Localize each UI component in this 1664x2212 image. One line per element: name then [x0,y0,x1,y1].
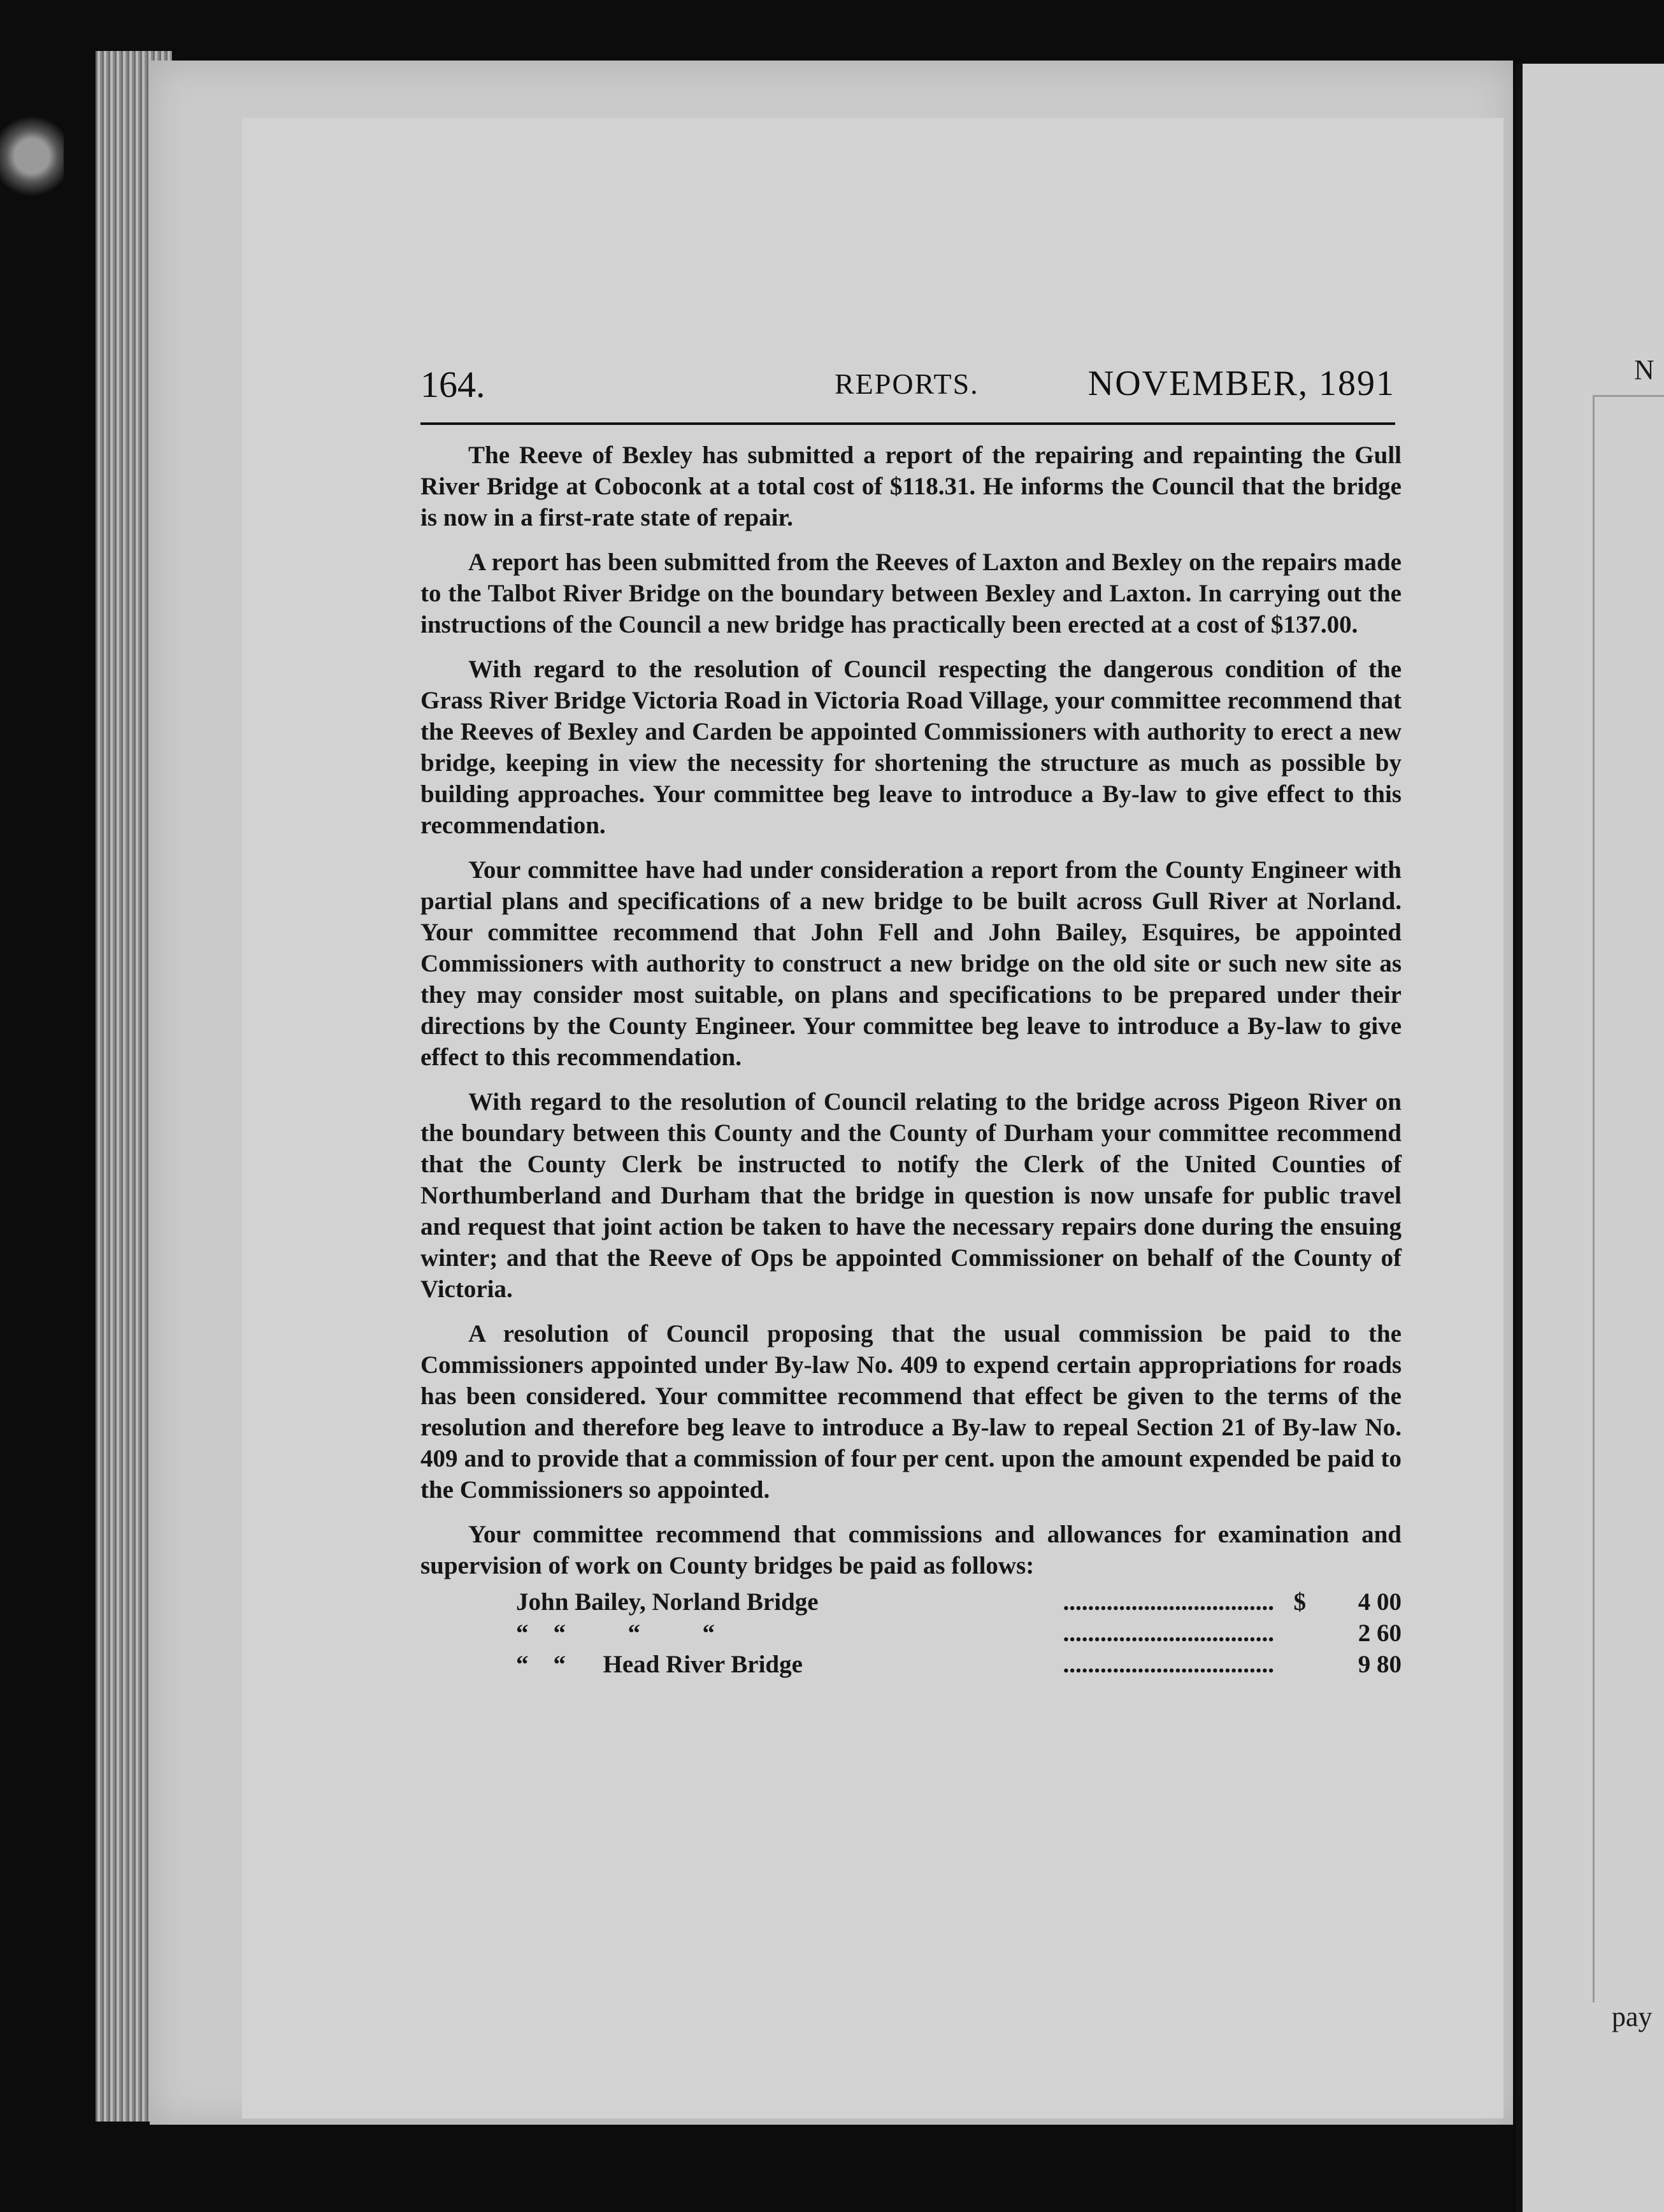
allowance-payee: “ “ Head River Bridge [516,1649,808,1680]
paragraph: The Reeve of Bexley has submitted a report of the repairing and repainting the Gull River Bridge at Coboconk at a total cost of $118.31. He informs the Council that the bridge is now in a first-rate state of repair. [420,442,1402,531]
facing-page-top-fragment: N [1634,354,1654,385]
paragraph: A resolution of Council proposing that the usual commission be paid to the Commissioners appointed under By-law No. 409 to expend certain appropriations for roads has been considered. Your committee recommend that effect be given to the terms of the resolution and therefore beg leave to introduce a By-law to repeal Section 21 of By-law No. 409 and to provide that a commission of four per cent. upon the amount expended be paid to the Commissioners so appointed. [420,1320,1402,1504]
scan-blot [0,108,64,204]
paragraph: With regard to the resolution of Council respecting the dangerous condition of the Grass River Bridge Victoria Road in Victoria Road Village, your committee recommend that the Reeves of Bexley and Carden be appointed Commissioners with authority to erect a new bridge, keeping in view the necessity for shortening the structure as much as possible by building approaches. Your committee beg leave to introduce a By-law to give effect to this recommendation. [420,656,1402,839]
dot-leader: .................................. [1063,1588,1274,1616]
dot-leader: .................................. [1063,1620,1274,1647]
allowance-payee: John Bailey, Norland Bridge [516,1586,824,1618]
section-title: REPORTS. [835,368,979,400]
allowance-currency: $ [1293,1588,1306,1616]
allowance-row [420,1649,1402,1680]
gutter-line [1516,64,1523,2212]
allowance-amount: 2 60 [1358,1620,1402,1647]
running-header [420,363,1395,414]
allowance-row [420,1586,1402,1618]
paragraph: A report has been submitted from the Reeves of Laxton and Bexley on the repairs made to the Talbot River Bridge on the boundary between Bexley and Laxton. In carrying out the instructions of the Council a new bridge has practically been erected at a cost of $137.00. [420,549,1402,638]
dot-leader: .................................. [1063,1651,1274,1678]
allowance-payee: “ “ “ “ [516,1618,720,1649]
facing-page-bottom-fragment: pay [1612,2001,1653,2032]
facing-page-frame [1593,395,1664,2002]
facing-page [1516,64,1664,2212]
page-number: 164. [420,364,485,405]
allowance-amount: 4 00 [1358,1588,1402,1616]
paragraph: Your committee recommend that commissions and allowances for examination and supervision of work on County bridges be paid as follows: [420,1521,1402,1579]
paragraph: With regard to the resolution of Council relating to the bridge across Pigeon River on the boundary between this County and the County of Durham your committee recommend that the County Clerk be instructed to notify the Clerk of the United Counties of Northumberland and Durham that the bridge in question is now unsafe for public travel and request that joint action be taken to have the necessary repairs done during the ensuing winter; and that the Reeve of Ops be appointed Commissioner on behalf of the County of Victoria. [420,1088,1402,1303]
header-date: NOVEMBER, 1891 [1087,364,1395,403]
header-rule [420,422,1395,425]
report-body [420,440,1402,1680]
allowance-row [420,1618,1402,1649]
paragraph: Your committee have had under consideration a report from the County Engineer with partial plans and specifications of a new bridge to be built across Gull River at Norland. Your committee recommend that John Fell and John Bailey, Esquires, be appointed Commissioners with authority to construct a new bridge on the old site or such new site as they may consider most suitable, on plans and specifications to be prepared under their directions by the County Engineer. Your committee beg leave to introduce a By-law to give effect to this recommendation. [420,856,1402,1071]
allowance-amount: 9 80 [1358,1651,1402,1678]
